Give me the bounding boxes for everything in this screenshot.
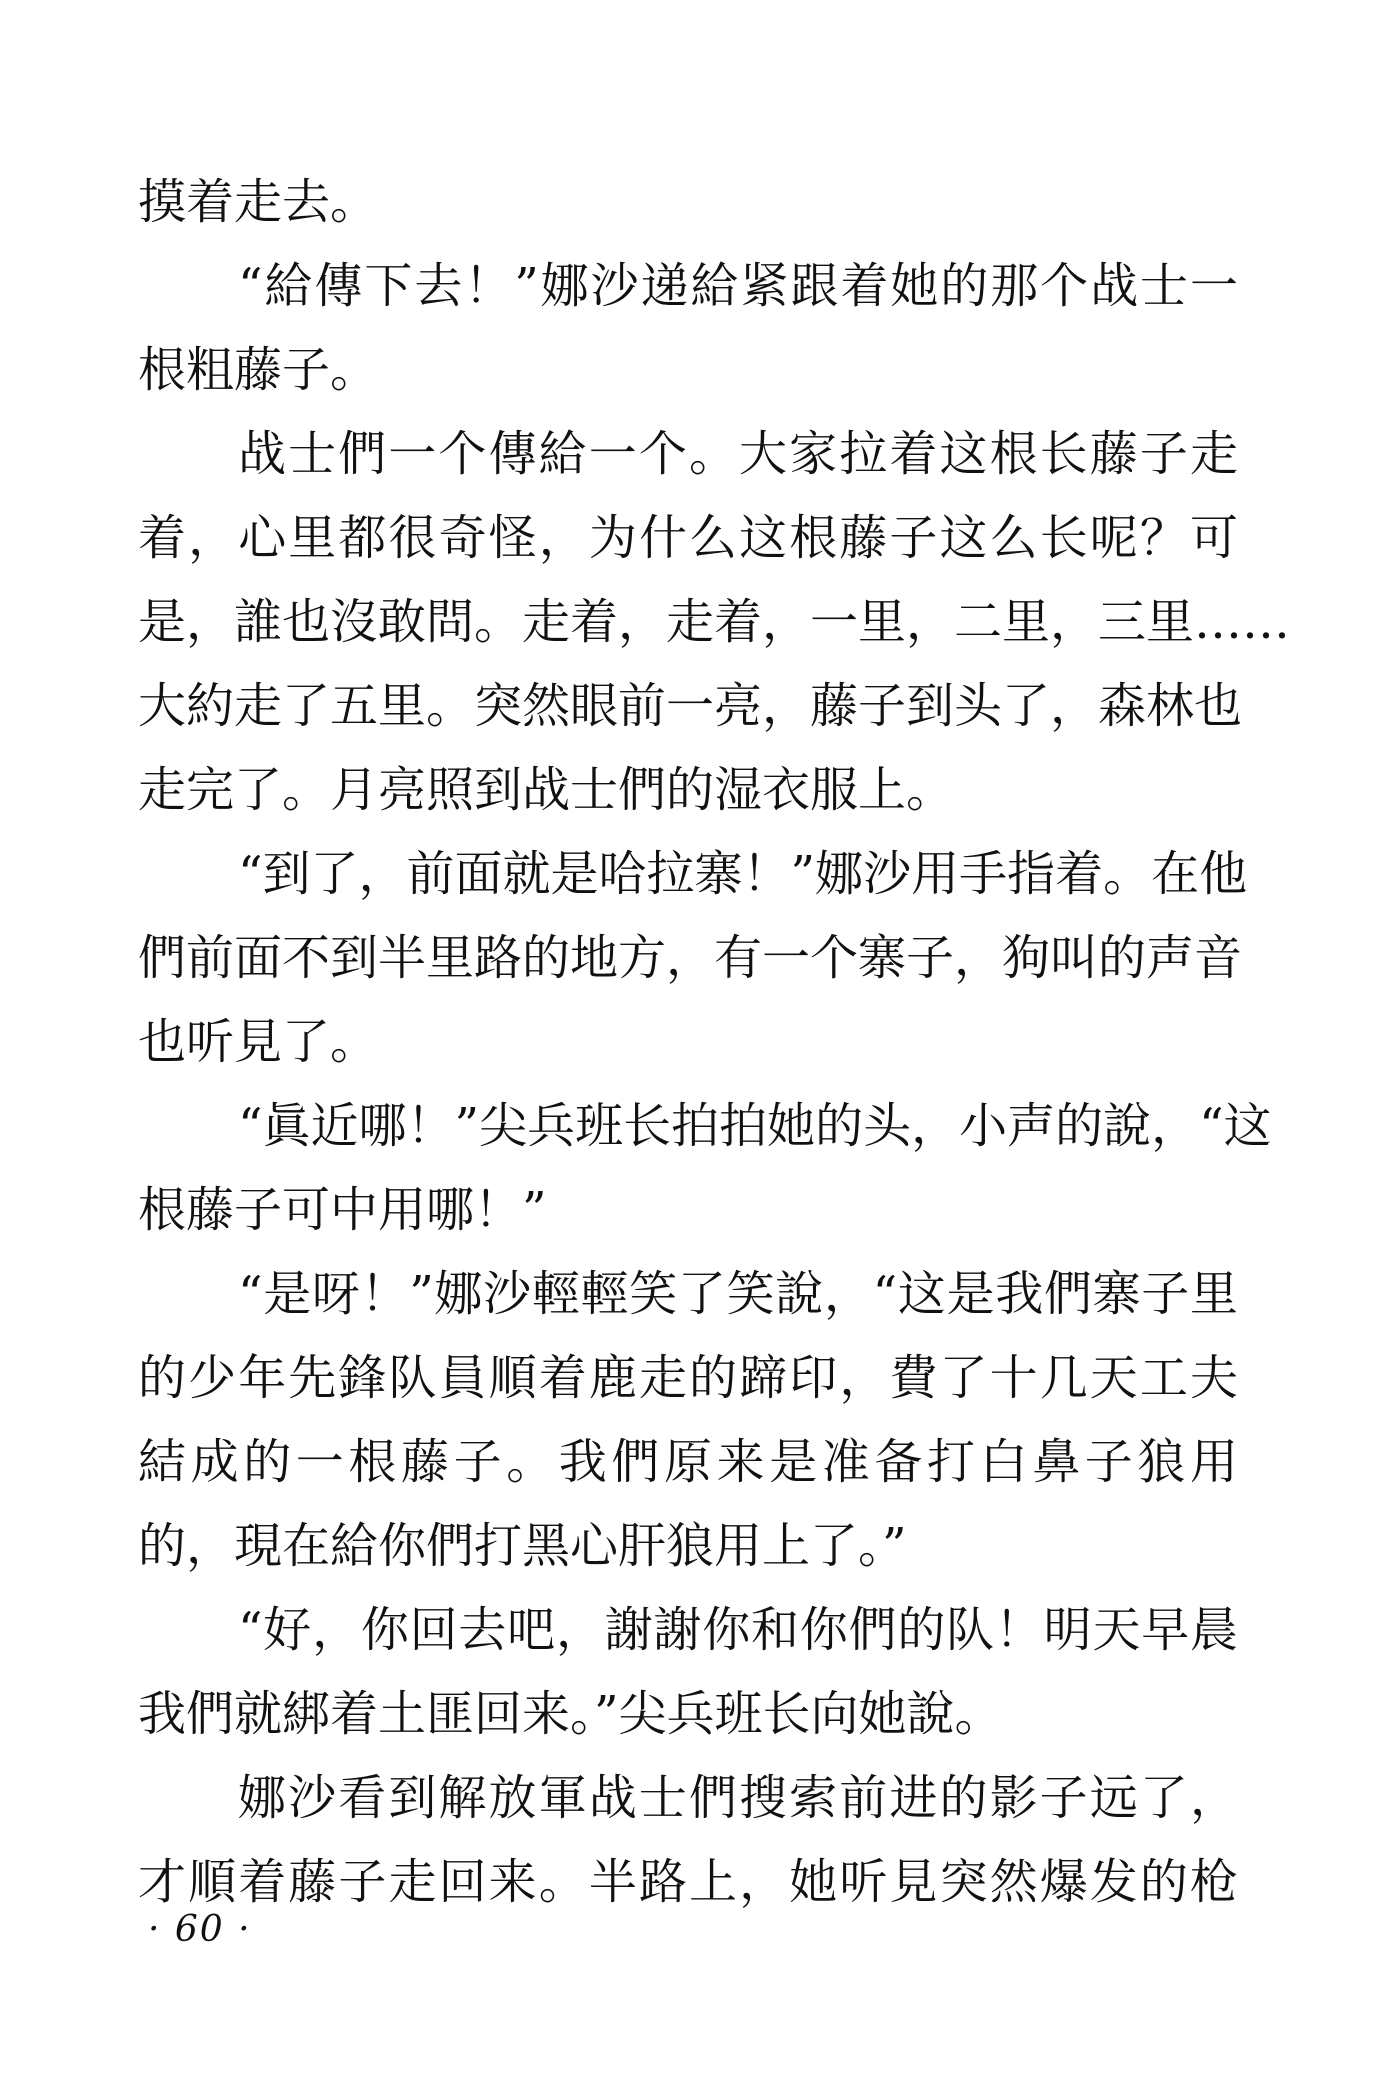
- text-line: 也听見了。: [138, 1014, 379, 1070]
- text-line: “到了，前面就是哈拉寨！”娜沙用手指着。在他: [238, 846, 1248, 902]
- text-line: 的少年先鋒队員順着鹿走的蹄印，費了十几天工夫: [138, 1350, 1238, 1406]
- text-line: 摸着走去。: [138, 174, 379, 230]
- text-line: 們前面不到半里路的地方，有一个寨子，狗叫的声音: [138, 930, 1243, 986]
- text-line: 的，現在給你們打黑心肝狼用上了。”: [138, 1518, 907, 1574]
- text-line: “好，你回去吧，謝謝你和你們的队！明天早晨: [238, 1602, 1238, 1658]
- text-line: 娜沙看到解放軍战士們搜索前进的影子远了，: [238, 1770, 1238, 1826]
- text-line: 大約走了五里。突然眼前一亮，藤子到头了，森林也: [138, 678, 1243, 734]
- text-line: 走完了。月亮照到战士們的湿衣服上。: [138, 762, 955, 818]
- text-line: 才順着藤子走回来。半路上，她听見突然爆发的枪: [138, 1854, 1238, 1910]
- text-line: 結成的一根藤子。我們原来是准备打白鼻子狼用: [138, 1434, 1238, 1490]
- text-line: “是呀！”娜沙輕輕笑了笑說，“这是我們寨子里: [238, 1266, 1238, 1322]
- text-line: “給傳下去！”娜沙递給紧跟着她的那个战士一: [238, 258, 1238, 314]
- page-number: · 60 ·: [148, 1909, 252, 1950]
- text-line: 战士們一个傳給一个。大家拉着这根长藤子走: [238, 426, 1238, 482]
- body-text: [138, 160, 1291, 1924]
- text-line: 是，誰也沒敢問。走着，走着，一里，二里，三里……: [138, 594, 1291, 650]
- text-line: 着，心里都很奇怪，为什么这根藤子这么长呢？可: [138, 510, 1238, 566]
- text-line: 我們就綁着土匪回来。”尖兵班长向她說。: [138, 1686, 1003, 1742]
- text-line: 根粗藤子。: [138, 342, 379, 398]
- text-line: “眞近哪！”尖兵班长拍拍她的头，小声的說，“这: [238, 1098, 1272, 1154]
- text-line: 根藤子可中用哪！”: [138, 1182, 547, 1238]
